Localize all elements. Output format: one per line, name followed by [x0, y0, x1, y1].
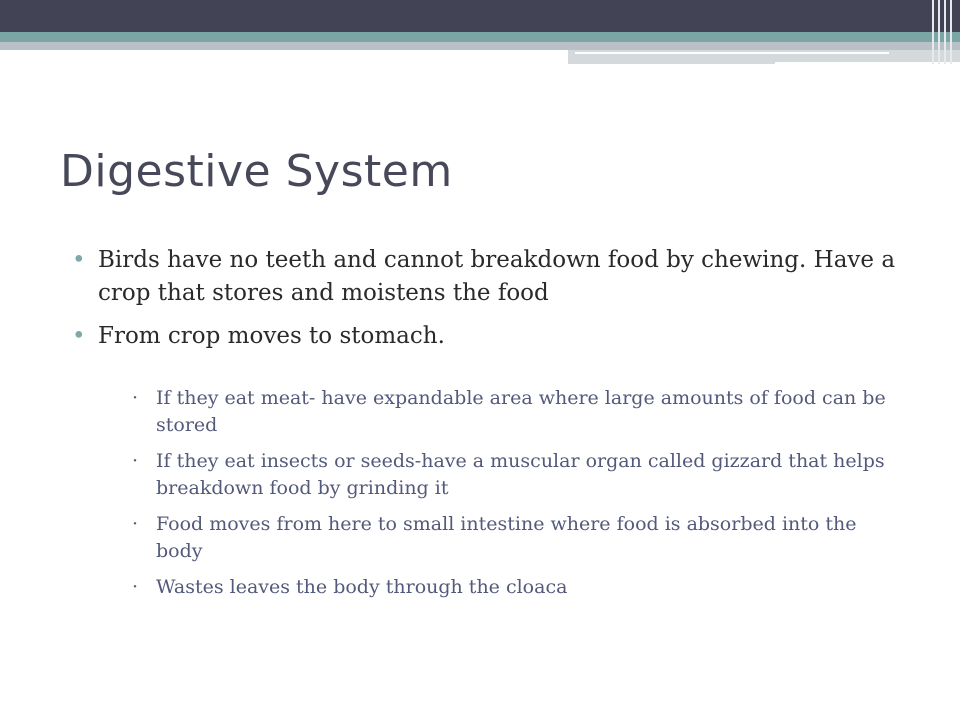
bullet-item	[72, 320, 902, 353]
slide-body	[72, 244, 902, 610]
sub-bullet-icon: ·	[132, 387, 139, 409]
sub-bullet-item	[130, 448, 902, 502]
sub-bullet-text: If they eat meat- have expandable area where large amounts of food can be stored	[156, 387, 886, 436]
sub-bullet-item	[130, 511, 902, 565]
sub-bullet-icon: ·	[132, 450, 139, 472]
header-bar-teal	[0, 32, 960, 42]
sub-bullet-item	[130, 574, 902, 601]
sub-bullet-text: If they eat insects or seeds-have a muscular organ called gizzard that helps breakdown food by grinding it	[156, 450, 885, 499]
bullet-list	[72, 244, 902, 353]
sub-bullet-icon: ·	[132, 576, 139, 598]
header-bar-gray	[0, 42, 960, 50]
sub-bullet-text: Wastes leaves the body through the cloaca	[156, 576, 568, 598]
bullet-icon: •	[72, 247, 86, 273]
header-accent-line	[575, 52, 889, 54]
bullet-text: From crop moves to stomach.	[98, 323, 445, 349]
bullet-item	[72, 244, 902, 310]
sub-bullet-icon: ·	[132, 513, 139, 535]
sub-bullet-text: Food moves from here to small intestine where food is absorbed into the body	[156, 513, 857, 562]
bullet-icon: •	[72, 323, 86, 349]
sub-bullet-list	[130, 385, 902, 601]
sub-bullet-item	[130, 385, 902, 439]
slide-title: Digestive System	[60, 146, 453, 197]
header-bar-dark	[0, 0, 960, 32]
header-vertical-stripes	[928, 0, 960, 64]
bullet-text: Birds have no teeth and cannot breakdown food by chewing. Have a crop that stores and moistens the food	[98, 247, 896, 306]
